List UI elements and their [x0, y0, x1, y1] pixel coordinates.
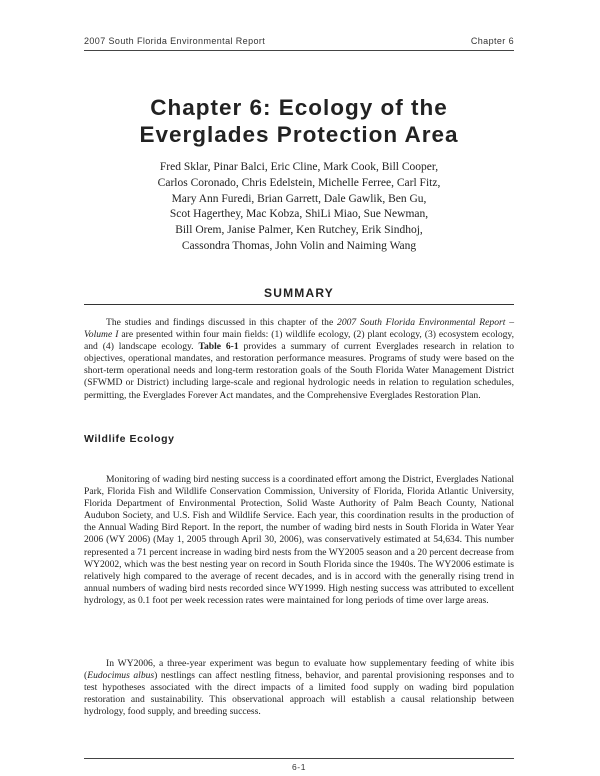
wildlife-text-a: In WY2006, a three-year experiment was begun to evaluate how supplementary feeding of white ibis (	[84, 658, 514, 682]
wildlife-paragraph-1: Monitoring of wading bird nesting success is a coordinated effort among the District, Everglades National Park, Florida Fish and Wildlife Conservation Commission, University of Florida, Florida Atlantic University, Florida Department of Environmental Protection, Solid Waste Authority of Palm Beach County, National Audubon Society, and U.S. Fish and Wildlife Service. Each year, this coordination results in the production of the Annual Wading Bird Report. In the report, the number of wading bird nests in South Florida in Water Year 2006 (WY 2006) (May 1, 2005 through April 30, 2006), was conservatively estimated at 54,634. This number represented a 71 percent increase in wading bird nests from the WY2005 season and a 20 percent decrease from WY2002, which was the best nesting year on record in South Florida since the 1940s. The WY2006 estimate is relatively high compared to the average of recent decades, and is in accord with the generally rising trend in annual numbers of wading bird nests recorded since WY1999. High nesting success was attributed to excellent hydrology, as 0.1 foot per week recession rates were maintained for long periods of time over large areas.	[84, 474, 514, 606]
chapter-title	[84, 94, 514, 148]
page-number: 6-1	[291, 762, 307, 772]
species-name: Eudocimus albus	[87, 670, 155, 682]
author-line: Fred Sklar, Pinar Balci, Eric Cline, Mark Cook, Bill Cooper,	[159, 161, 439, 173]
report-name: 2007 South Florida Environmental Report – Volume I	[84, 317, 514, 341]
chapter-title-line-1: Chapter 6: Ecology of the	[150, 95, 448, 120]
wildlife-text-b: ) nestlings can affect nestling fitness, behavior, and parental provisioning responses and to test hypotheses associated with the direct impacts of a limited food supply on wading bird population restoration and sustainability. This observational approach will establish a causal relationship between hydrology, food supply, and breeding success.	[84, 670, 514, 718]
author-line: Scot Hagerthey, Mac Kobza, ShiLi Miao, Sue Newman,	[169, 208, 429, 221]
wildlife-ecology-heading: Wildlife Ecology	[84, 433, 175, 445]
author-line: Carlos Coronado, Chris Edelstein, Michelle Ferree, Carl Fitz,	[157, 176, 441, 189]
author-list	[84, 160, 514, 255]
summary-heading: SUMMARY	[84, 286, 514, 305]
running-header	[84, 36, 514, 51]
chapter-label: Chapter 6	[470, 36, 514, 46]
chapter-title-line-2: Everglades Protection Area	[139, 122, 459, 147]
author-line: Bill Orem, Janise Palmer, Ken Rutchey, Erik Sindhoj,	[175, 224, 423, 237]
summary-text-b: are presented within four main fields: (1) wildlife ecology, (2) plant ecology, (3) ecosystem ecology, and (4) landscape ecology.	[84, 329, 514, 353]
table-reference: Table 6-1	[198, 341, 239, 353]
summary-paragraph	[84, 317, 514, 402]
wildlife-paragraph-2	[84, 658, 514, 718]
summary-text-c: provides a summary of current Everglades research in relation to objectives, operational mandates, and restoration performance measures. Programs of study were based on the short-term operational needs and long-term restoration goals of the South Florida Water Management District (SFWMD or District) including large-scale and regional hydrologic needs in relation to regulation schedules, permitting, the Everglades Forever Act mandates, and the Comprehensive Everglades Restoration Plan.	[84, 341, 514, 401]
author-line: Cassondra Thomas, John Volin and Naiming Wang	[181, 239, 417, 252]
summary-text-a: The studies and findings discussed in this chapter of the	[106, 317, 338, 328]
author-line: Mary Ann Furedi, Brian Garrett, Dale Gawlik, Ben Gu,	[171, 192, 427, 205]
page-footer	[84, 758, 514, 772]
report-title: 2007 South Florida Environmental Report	[84, 36, 266, 46]
